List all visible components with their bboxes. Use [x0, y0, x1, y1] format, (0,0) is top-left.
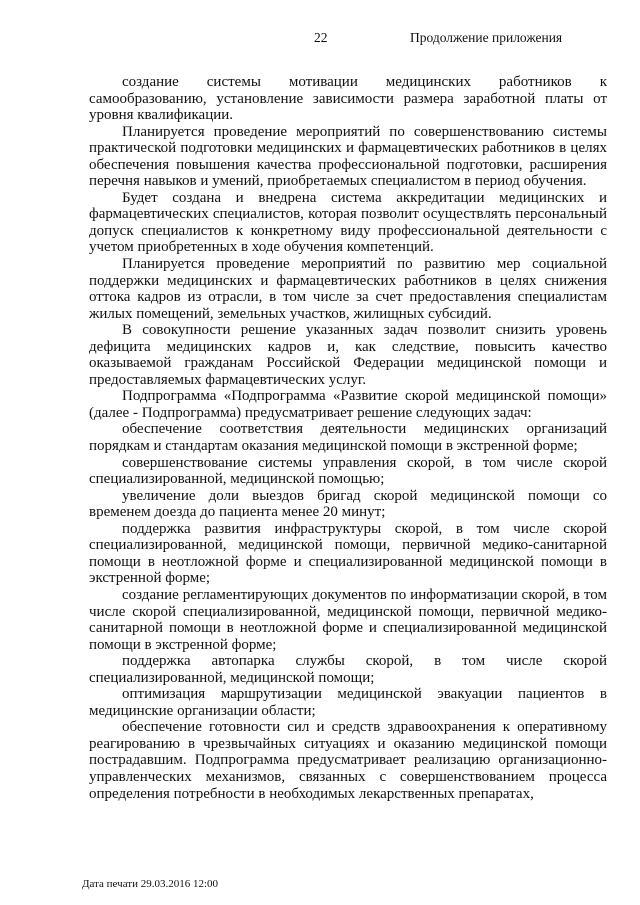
paragraph: Подпрограмма «Подпрограмма «Развитие скорой медицинской помощи» (далее - Подпрограмма) предусматривает решение следующих задач:	[89, 388, 607, 421]
paragraph: обеспечение соответствия деятельности медицинских организаций порядкам и стандартам оказания медицинской помощи в экстренной форме;	[89, 421, 607, 455]
continuation-label: Продолжение приложения	[410, 30, 563, 45]
paragraph: поддержка автопарка службы скорой, в том числе скорой специализированной, медицинской помощи;	[89, 653, 607, 686]
paragraph: совершенствование системы управления скорой, в том числе скорой специализированной, медицинской помощью;	[89, 454, 607, 488]
paragraph: поддержка развития инфраструктуры скорой, в том числе скорой специализированной, медицинской помощи, первичной медико-санитарной помощи в неотложной форме и специализированной медицинской помощи в экстренной форме;	[89, 520, 607, 587]
paragraph: создание системы мотивации медицинских работников к самообразованию, установление зависимости размера заработной платы от уровня квалификации.	[89, 74, 607, 124]
paragraph: оптимизация маршрутизации медицинской эвакуации пациентов в медицинские организации области;	[89, 686, 607, 719]
print-date: Дата печати 29.03.2016 12:00	[82, 878, 219, 890]
paragraph: Планируется проведение мероприятий по совершенствованию системы практической подготовки медицинских и фармацевтических работников в целях обеспечения повышения качества профессиональной подготовки, расширения перечня навыков и умений, приобретаемых специалистом в период обучения.	[89, 123, 607, 190]
paragraph: обеспечение готовности сил и средств здравоохранения к оперативному реагированию в чрезвычайных ситуациях и оказанию медицинской помощи пострадавшим. Подпрограмма предусматривает реализацию организационно-управленческих механизмов, связанных с совершенствованием процесса определения потребности в необходимых лекарственных препаратах,	[89, 719, 607, 802]
paragraph: Планируется проведение мероприятий по развитию мер социальной поддержки медицинских и фармацевтических работников в целях снижения оттока кадров из отрасли, в том числе за счет предоставления специалистам жилых помещений, земельных участков, жилищных субсидий.	[89, 256, 607, 322]
paragraph: Будет создана и внедрена система аккредитации медицинских и фармацевтических специалистов, которая позволит осуществлять персональный допуск специалистов к конкретному виду профессиональной деятельности с учетом приобретенных в ходе обучения компетенций.	[89, 189, 607, 256]
page-number: 22	[314, 30, 328, 45]
document-body	[89, 74, 607, 802]
paragraph: увеличение доли выездов бригад скорой медицинской помощи со временем доезда до пациента менее 20 минут;	[89, 487, 607, 521]
paragraph: В совокупности решение указанных задач позволит снизить уровень дефицита медицинских кадров и, как следствие, повысить качество оказываемой гражданам Российской Федерации медицинской помощи и предоставляемых фармацевтических услуг.	[89, 322, 607, 388]
paragraph: создание регламентирующих документов по информатизации скорой, в том числе скорой специализированной, медицинской помощи, первичной медико-санитарной помощи в неотложной форме и специализированной медицинской помощи в экстренной форме;	[89, 586, 607, 653]
